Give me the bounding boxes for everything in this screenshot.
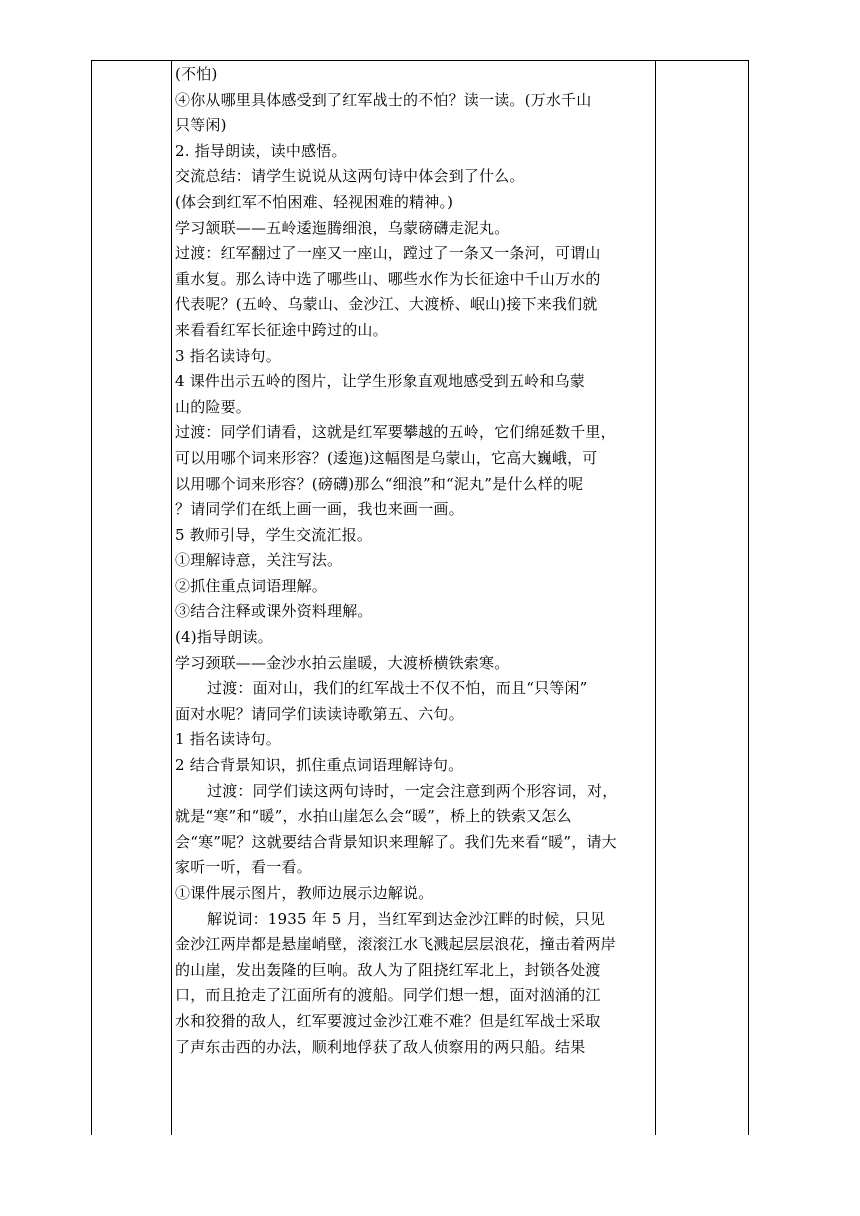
text-line: 面对水呢？请同学们读读诗歌第五、六句。	[175, 704, 464, 723]
text-line: 2 结合背景知识，抓住重点词语理解诗句。	[175, 756, 464, 775]
text-line: 代表呢？(五岭、乌蒙山、金沙江、大渡桥、岷山)接下来我们就	[175, 295, 598, 314]
text-line: (不怕)	[175, 65, 218, 83]
lesson-content-cell	[175, 62, 659, 1135]
text-line: 山的险要。	[175, 397, 252, 416]
text-line: 2. 指导朗读，读中感悟。	[175, 141, 347, 160]
text-line: ①课件展示图片，教师边展示边解说。	[175, 884, 434, 902]
text-line: 学习颈联——金沙水拍云崖暖，大渡桥横铁索寒。	[175, 653, 510, 672]
text-line: 3 指名读诗句。	[175, 346, 281, 365]
table-right-border	[748, 60, 749, 1135]
text-line: 口，而且抢走了江面所有的渡船。同学们想一想，面对汹涌的江	[175, 986, 601, 1005]
text-line: (体会到红军不怕困难、轻视困难的精神。)	[175, 192, 454, 211]
text-line: 过渡：同学们请看，这就是红军要攀越的五岭，它们绵延数千里，	[175, 423, 616, 442]
text-line: 解说词：1935 年 5 月，当红军到达金沙江畔的时候，只见	[207, 909, 606, 928]
table-left-border	[91, 60, 92, 1135]
text-line: 以用哪个词来形容？(磅礴)那么“细浪”和“泥丸”是什么样的呢	[175, 474, 584, 493]
text-line: (4)指导朗读。	[175, 628, 273, 647]
text-line: 过渡：面对山，我们的红军战士不仅不怕，而且“只等闲”	[207, 679, 588, 698]
text-line: 可以用哪个词来形容？(逶迤)这幅图是乌蒙山，它高大巍峨，可	[175, 448, 598, 467]
text-line: 只等闲)	[175, 116, 227, 135]
text-line: 1 指名读诗句。	[175, 730, 281, 749]
text-line: 重水复。那么诗中选了哪些山、哪些水作为长征途中千山万水的	[175, 269, 601, 288]
text-line: ①理解诗意，关注写法。	[175, 551, 343, 570]
text-line: 过渡：红军翻过了一座又一座山，蹚过了一条又一条河，可谓山	[175, 244, 601, 263]
text-line: 过渡：同学们读这两句诗时，一定会注意到两个形容词，对，	[207, 781, 618, 800]
text-line: 就是“寒”和“暖”，水拍山崖怎么会“暖”，桥上的铁索又怎么	[175, 807, 572, 826]
table-top-border	[91, 60, 749, 61]
text-line: 家听一听，看一看。	[175, 858, 312, 877]
text-line: 了声东击西的办法，顺利地俘获了敌人侦察用的两只船。结果	[175, 1037, 586, 1056]
text-line: 水和狡猾的敌人，红军要渡过金沙江难不难？但是红军战士采取	[175, 1011, 601, 1030]
text-line: 会“寒”呢？这就要结合背景知识来理解了。我们先来看“暖”，请大	[175, 832, 617, 851]
text-line: 交流总结：请学生说说从这两句诗中体会到了什么。	[175, 167, 525, 186]
text-line: 的山崖，发出轰隆的巨响。敌人为了阻挠红军北上，封锁各处渡	[175, 960, 601, 979]
text-line: 5 教师引导，学生交流汇报。	[175, 525, 373, 544]
text-line: ？请同学们在纸上画一画，我也来画一画。	[175, 500, 464, 519]
text-line: ④你从哪里具体感受到了红军战士的不怕？读一读。(万水千山	[175, 90, 592, 109]
text-line: ②抓住重点词语理解。	[175, 576, 328, 595]
text-line: 金沙江两岸都是悬崖峭壁，滚滚江水飞溅起层层浪花，撞击着两岸	[175, 935, 616, 954]
text-line: ③结合注释或课外资料理解。	[175, 602, 373, 621]
text-line: 学习颔联——五岭逶迤腾细浪，乌蒙磅礴走泥丸。	[175, 218, 510, 237]
text-line: 来看看红军长征途中跨过的山。	[175, 320, 388, 339]
table-column-divider-1	[171, 60, 172, 1135]
text-line: 4 课件出示五岭的图片，让学生形象直观地感受到五岭和乌蒙	[175, 372, 585, 391]
